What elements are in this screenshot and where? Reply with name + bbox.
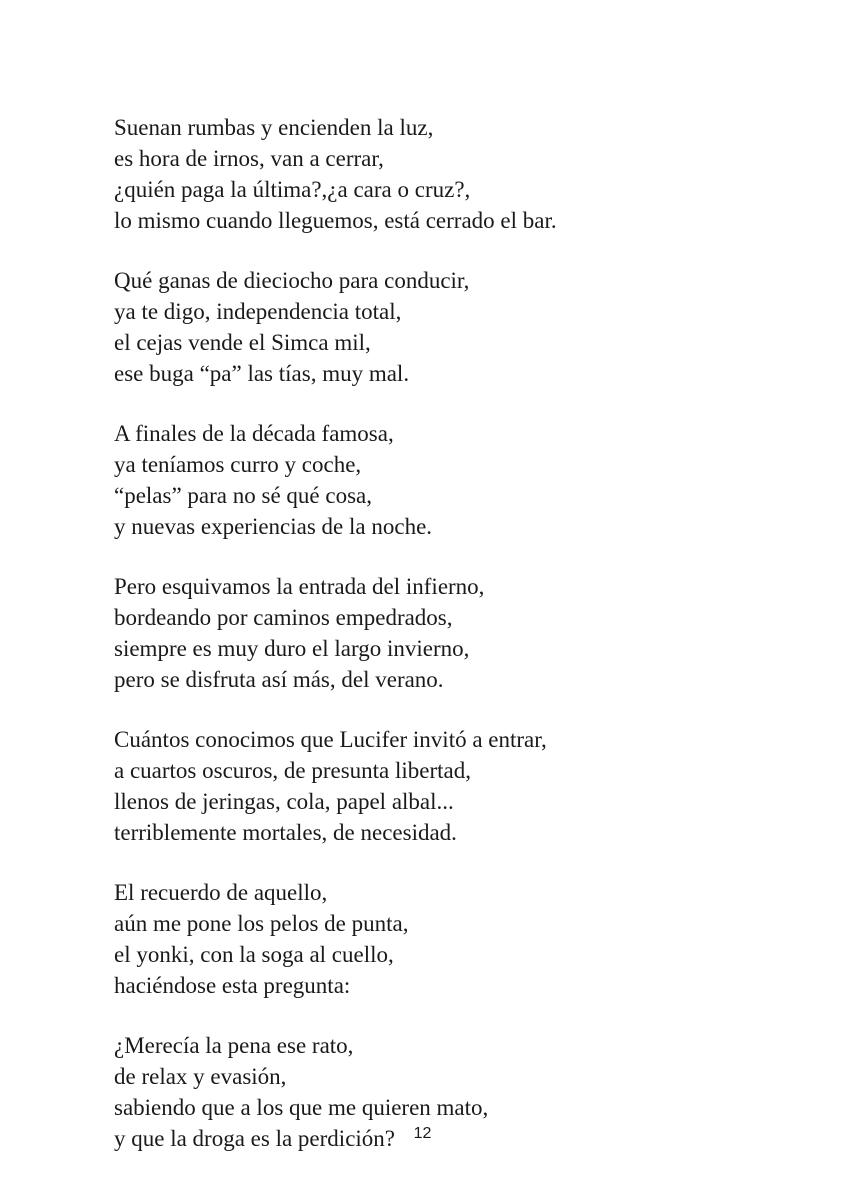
page-number: 12 — [413, 1125, 432, 1142]
poem-line: lo mismo cuando lleguemos, está cerrado el bar. — [114, 208, 557, 233]
poem-line: Pero esquivamos la entrada del infierno, — [114, 574, 485, 599]
poem-line: pero se disfruta así más, del verano. — [114, 667, 444, 692]
poem-line: aún me pone los pelos de punta, — [114, 911, 409, 936]
poem-line: El recuerdo de aquello, — [114, 880, 328, 905]
poem-line: Suenan rumbas y encienden la luz, — [114, 115, 434, 140]
poem-line: ya te digo, independencia total, — [114, 299, 402, 324]
stanza-2 — [114, 265, 794, 389]
poem-line: y nuevas experiencias de la noche. — [114, 514, 433, 539]
poem-line: ¿Merecía la pena ese rato, — [114, 1033, 354, 1058]
poem-line: A finales de la década famosa, — [114, 421, 394, 446]
poem-line: Cuántos conocimos que Lucifer invitó a entrar, — [114, 727, 547, 752]
stanza-1 — [114, 112, 794, 236]
poem-line: y que la droga es la perdición? — [114, 1126, 395, 1151]
poem-line: Qué ganas de dieciocho para conducir, — [114, 268, 470, 293]
poem-line: el cejas vende el Simca mil, — [114, 330, 371, 355]
poem-line: llenos de jeringas, cola, papel albal... — [114, 789, 454, 814]
poem — [114, 112, 794, 1183]
poem-line: bordeando por caminos empedrados, — [114, 605, 453, 630]
stanza-6 — [114, 877, 794, 1001]
poem-line: terriblemente mortales, de necesidad. — [114, 820, 457, 845]
poem-line: es hora de irnos, van a cerrar, — [114, 146, 384, 171]
poem-line: “pelas” para no sé qué cosa, — [114, 483, 372, 508]
stanza-5 — [114, 724, 794, 848]
poem-line: siempre es muy duro el largo invierno, — [114, 636, 470, 661]
poem-line: ese buga “pa” las tías, muy mal. — [114, 361, 410, 386]
poem-line: ¿quién paga la última?,¿a cara o cruz?, — [114, 177, 471, 202]
poem-line: sabiendo que a los que me quieren mato, — [114, 1095, 489, 1120]
poem-line: haciéndose esta pregunta: — [114, 973, 351, 998]
poem-line: de relax y evasión, — [114, 1064, 287, 1089]
stanza-4 — [114, 571, 794, 695]
stanza-3 — [114, 418, 794, 542]
poem-line: el yonki, con la soga al cuello, — [114, 942, 394, 967]
poem-line: ya teníamos curro y coche, — [114, 452, 362, 477]
poem-line: a cuartos oscuros, de presunta libertad, — [114, 758, 472, 783]
